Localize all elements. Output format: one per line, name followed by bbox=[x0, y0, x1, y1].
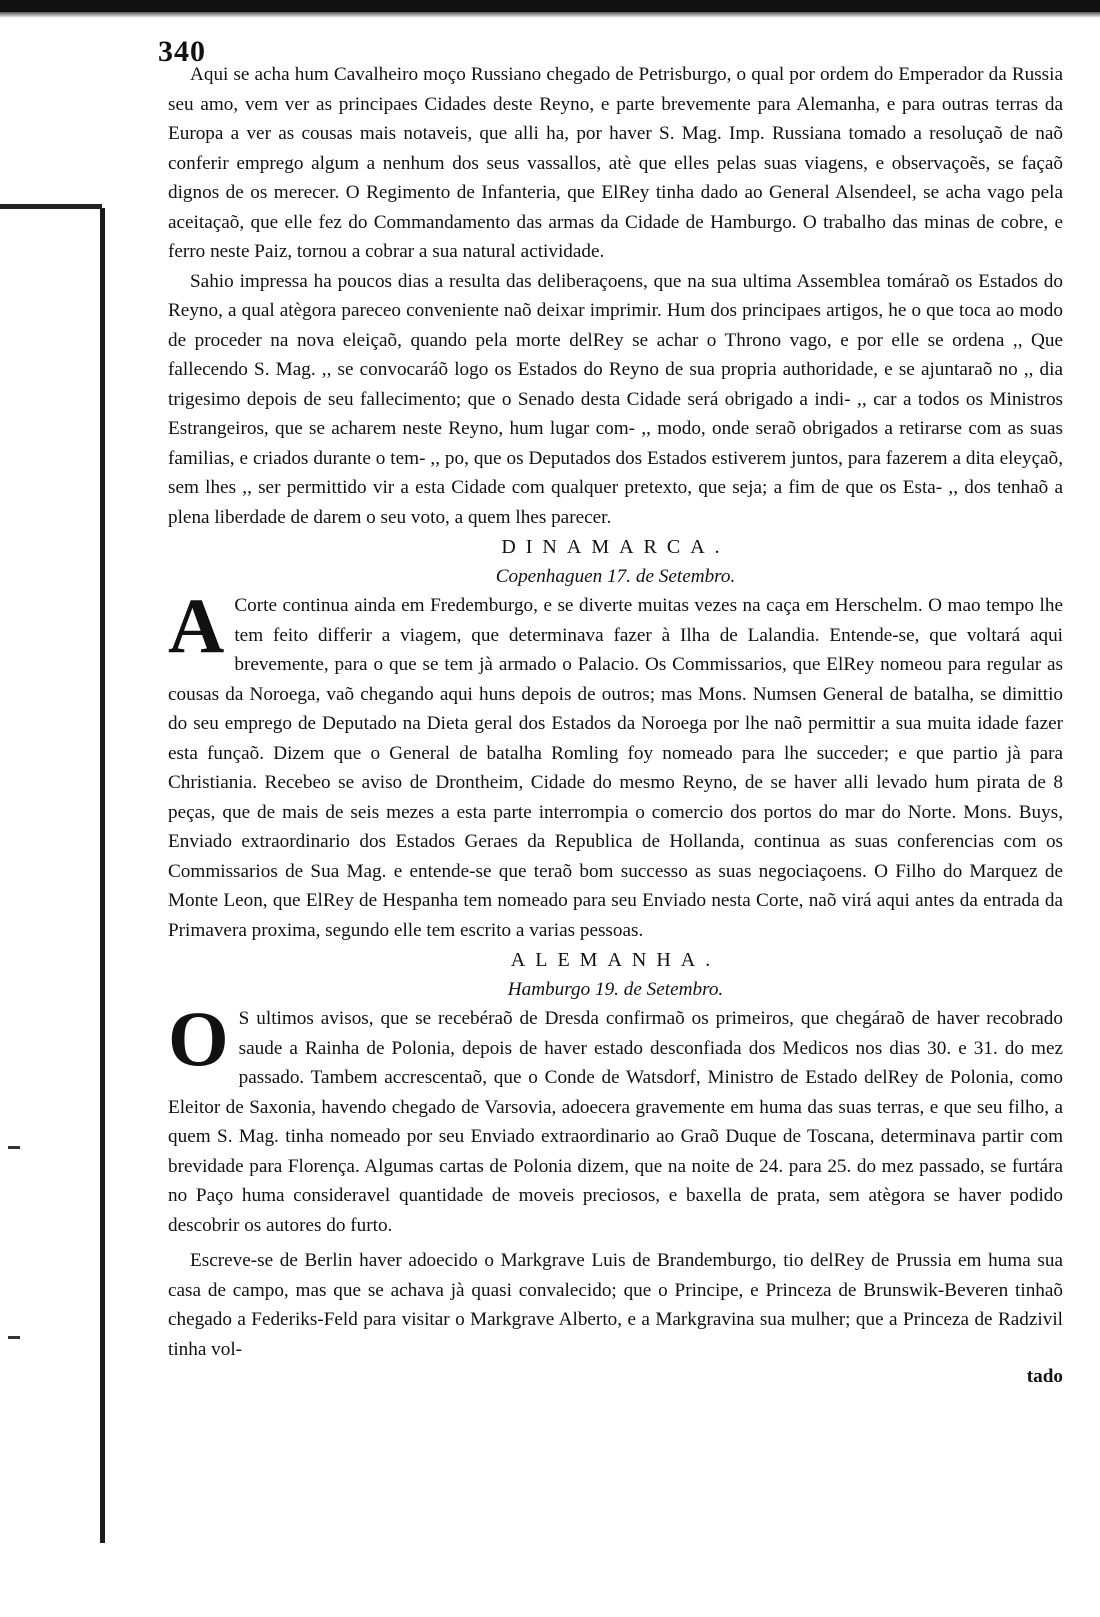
paragraph: Aqui se acha hum Cavalheiro moço Russiano chegado de Petrisburgo, o qual por ordem do Emperador da Russia seu amo, vem ver as principaes Cidades deste Reyno, e parte brevemente para Alemanha, e para outras terras da Europa a ver as cousas mais notaveis, que alli ha, por haver S. Mag. Imp. Russiana tomado a resoluçaõ de naõ conferir emprego algum a nenhum dos seus vassallos, atè que elles pelas suas viagens, e observaçoẽs, se façaõ dignos de os merecer. O Regimento de Infanteria, que ElRey tinha dado ao General Alsendeel, se acha vago pela aceitaçaõ, que elle fez do Commandamento das armas da Cidade de Hamburgo. O trabalho das minas de cobre, e ferro neste Paiz, tornou a cobrar a sua natural actividade. bbox=[168, 64, 1063, 262]
binding-horizontal-rule bbox=[0, 204, 102, 209]
section-title: ALEMANHA. bbox=[510, 949, 721, 971]
section-title: DINAMARCA. bbox=[501, 536, 730, 558]
page-content bbox=[168, 60, 1063, 1390]
section-body bbox=[168, 582, 1063, 945]
margin-mark bbox=[8, 1146, 20, 1149]
section-alemanha bbox=[168, 945, 1063, 1364]
drop-cap: A bbox=[168, 582, 225, 669]
catchword: tado bbox=[1026, 1366, 1063, 1387]
dateline: Copenhaguen 17. de Setembro. bbox=[495, 566, 736, 587]
section-body bbox=[168, 995, 1063, 1240]
paragraph: Sahio impressa ha poucos dias a resulta das deliberaçoens, que na sua ultima Assemblea tomáraõ os Estados do Reyno, a qual atègora pareceo conveniente naõ deixar imprimir. Hum dos principaes artigos, he o que toca ao modo de proceder na nova eleiçaõ, quando pela morte delRey se achar o Throno vago, e por elle se ordena ,, Que fallecendo S. Mag. ,, se convocaráõ logo os Estados do Reyno de sua propria authoridade, e se ajuntaraõ no ,, dia trigesimo depois de seu fallecimento; que o Senado desta Cidade será obrigado a indi- ,, car a todos os Ministros Estrangeiros, que se acharem neste Reyno, hum lugar com- ,, modo, onde seraõ obrigados a retirarse com as suas familias, e criados durante o tem- ,, po, que os Deputados dos Estados estiverem juntos, para fazerem a dita eleyçaõ, sem lhes ,, ser permittido vir a esta Cidade com qualquer pretexto, que seja; a fim de que os Esta- ,, dos tenhaõ a plena liberdade de darem o seu voto, a quem lhes parecer. bbox=[168, 270, 1063, 528]
binding-vertical-rule bbox=[100, 208, 105, 1543]
margin-mark bbox=[8, 1336, 20, 1339]
scan-top-shadow bbox=[0, 12, 1100, 18]
section-dinamarca bbox=[168, 532, 1063, 945]
scan-top-edge bbox=[0, 0, 1100, 12]
section-text: Corte continua ainda em Fredemburgo, e se diverte muitas vezes na caça em Herschelm. O mao tempo lhe tem feito differir a viagem, que determinava fazer à Ilha de Lalandia. Entende-se, que voltará aqui brevemente, para o que se tem jà armado o Palacio. Os Commissarios, que ElRey nomeou para regular as cousas da Noroega, vaõ chegando aqui huns depois de outros; mas Mons. Numsen General de batalha, se dimittio do seu emprego de Deputado na Dieta geral dos Estados da Noroega por lhe naõ permittir a sua muita idade fazer esta funçaõ. Dizem que o General de batalha Romling foy nomeado para lhe succeder; e que partio jà para Christiania. Recebeo se aviso de Drontheim, Cidade do mesmo Reyno, de se haver alli levado hum pirata de 8 peças, que de mais de seis mezes a esta parte interrompia o comercio dos portos do mar do Norte. Mons. Buys, Enviado extraordinario dos Estados Geraes da Republica de Hollanda, continua as suas conferencias com os Commissarios de Sua Mag. e entende-se que teraõ bom successo as suas negociaçoens. O Filho do Marquez de Monte Leon, que ElRey de Hespanha tem nomeado para seu Enviado nesta Corte, naõ virá aqui antes da entrada da Primavera proxima, segundo elle tem escrito a varias pessoas. bbox=[168, 595, 1063, 941]
drop-cap: O bbox=[168, 995, 229, 1082]
dateline: Hamburgo 19. de Setembro. bbox=[507, 979, 724, 1000]
paragraph: Escreve-se de Berlin haver adoecido o Markgrave Luis de Brandemburgo, tio delRey de Prussia em huma sua casa de campo, mas que se achava jà quasi convalecido; que o Principe, e Princeza de Brunswik-Beveren tinhaõ chegado a Federiks-Feld para visitar o Markgrave Alberto, e a Markgravina sua mulher; que a Princeza de Radzivil tinha vol- bbox=[168, 1250, 1063, 1360]
section-text: S ultimos avisos, que se recebéraõ de Dresda confirmaõ os primeiros, que chegáraõ de haver recobrado saude a Rainha de Polonia, depois de haver estado desconfiada dos Medicos nos dias 30. e 31. do mez passado. Tambem accrescentaõ, que o Conde de Watsdorf, Ministro de Estado delRey de Polonia, como Eleitor de Saxonia, havendo chegado de Varsovia, adoecera gravemente em huma das suas terras, e que seu filho, a quem S. Mag. tinha nomeado por seu Enviado extraordinario ao Graõ Duque de Toscana, determinava partir com brevidade para Florença. Algumas cartas de Polonia dizem, que na noite de 24. para 25. do mez passado, se furtára no Paço huma consideravel quantidade de moveis preciosos, e baxella de prata, sem atègora se haver podido descobrir os autores do furto. bbox=[168, 1008, 1063, 1236]
page-number: 340 bbox=[158, 35, 206, 68]
